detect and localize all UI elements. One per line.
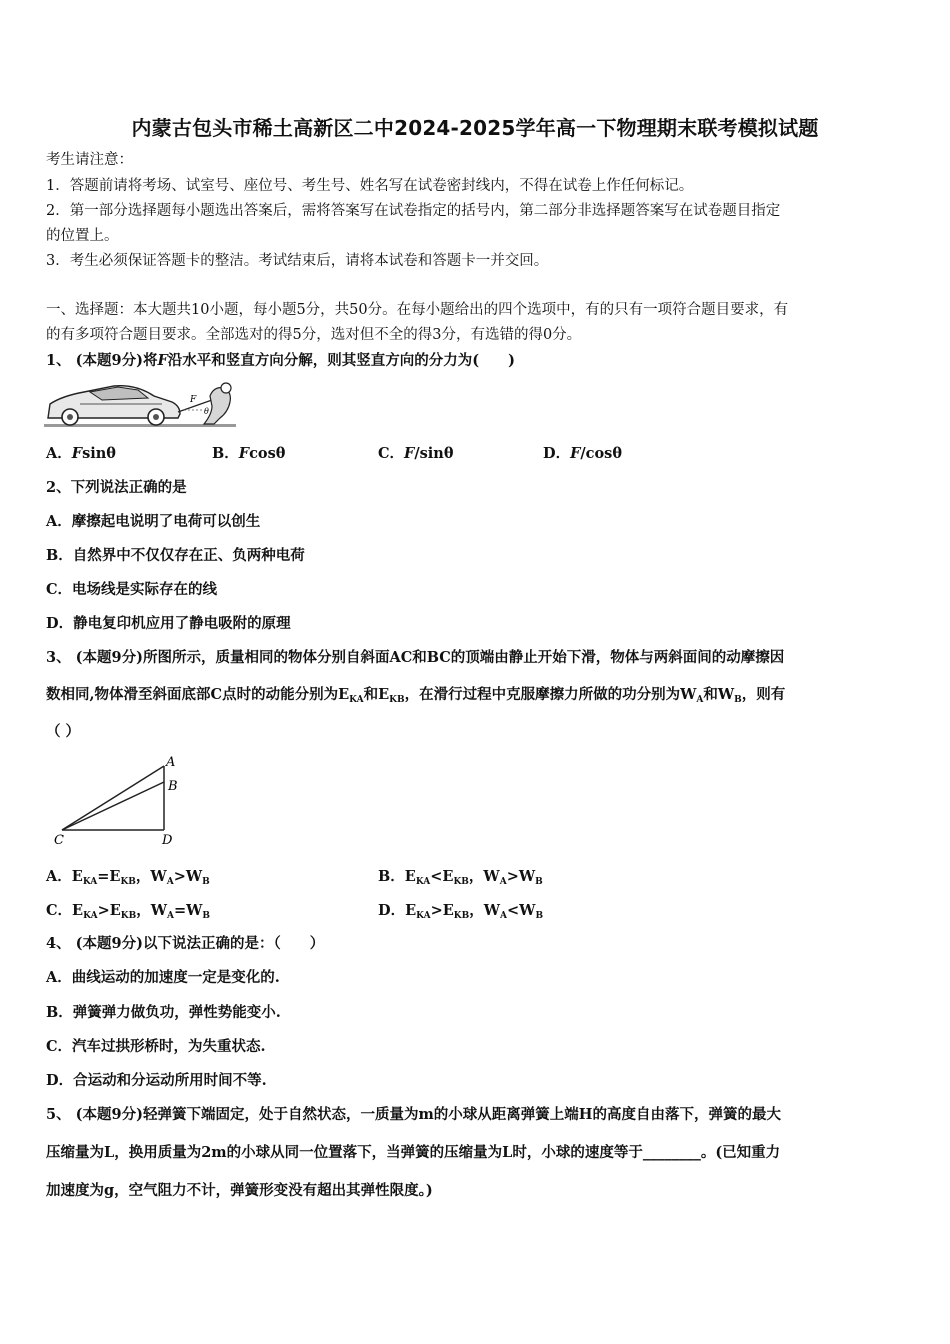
angle-label: θ [204,407,209,416]
question-5-stem: 5、 (本题9分)轻弹簧下端固定，处于自然状态，一质量为m的小球从距离弹簧上端H的高度自由落下，弹簧的最大 [46,1106,781,1123]
question-1-stem [46,351,908,371]
q3-option-b[interactable]: B．$E_{KA}<E_{KB}$，$W_A>W_B$ [378,868,543,887]
q2-option-d[interactable]: D．静电复印机应用了静电吸附的原理 [46,615,291,632]
section-instructions: 一、选择题：本大题共10小题，每小题5分，共50分。在每小题给出的四个选项中，有的只有一项符合题目要求，有 [46,302,789,318]
point-b-label: B [168,779,178,794]
q3-option-c[interactable]: C．$E_{KA}>E_{KB}$，$W_A=W_B$ [46,902,211,921]
q1-option-b[interactable]: B．Fcosθ [212,445,286,462]
notice-item: 3．考生必须保证答题卡的整洁。考试结束后，请将本试卷和答题卡一并交回。 [46,253,549,269]
q3-option-a[interactable]: A．$E_{KA}=E_{KB}$，$W_A>W_B$ [46,868,210,887]
q2-option-a[interactable]: A．摩擦起电说明了电荷可以创生 [46,513,261,530]
notice-item: 的位置上。 [46,228,119,244]
q4-option-b[interactable]: B．弹簧弹力做负功，弹性势能变小. [46,1004,281,1021]
question-3-stem: 3、 (本题9分)所图所示，质量相同的物体分别自斜面AC和BC的顶端由静止开始下滑，物体与两斜面间的动摩擦因 [46,649,785,666]
incline-figure [52,752,186,848]
notice-heading: 考生请注意： [46,152,133,168]
question-3-stem: 数相同,物体滑至斜面底部C点时的动能分别为$E_{KA}$和$E_{KB}$，在滑行过程中克服摩擦力所做的功分别为$W_A$和$W_B$，则有 [46,686,786,705]
q4-option-a[interactable]: A．曲线运动的加速度一定是变化的. [46,969,280,986]
page-title: 内蒙古包头市稀土高新区二中2024-2025学年高一下物理期末联考模拟试题 [131,116,819,140]
q2-option-c[interactable]: C．电场线是实际存在的线 [46,581,218,598]
q1-suffix: 沿水平和竖直方向分解，则其竖直方向的分力为( ) [167,352,515,369]
q1-var: F [157,352,168,369]
q1-option-d[interactable]: D．F/cosθ [543,445,623,462]
q2-option-b[interactable]: B．自然界中不仅仅存在正、负两种电荷 [46,547,305,564]
q4-option-c[interactable]: C．汽车过拱形桥时，为失重状态. [46,1038,266,1055]
force-label: F [190,395,197,405]
q4-option-d[interactable]: D．合运动和分运动所用时间不等. [46,1072,267,1089]
question-5-stem: 加速度为g，空气阻力不计，弹簧形变没有超出其弹性限度。) [46,1182,433,1199]
point-d-label: D [162,833,173,848]
question-4-stem: 4、 (本题9分)以下说法正确的是：（ ） [46,935,325,952]
question-3-blank: （ ） [46,723,81,740]
question-5-stem: 压缩量为L，换用质量为2m的小球从同一位置落下，当弹簧的压缩量为L时，小球的速度等于________。(已知重力 [46,1144,781,1161]
question-2-stem: 2、下列说法正确的是 [46,479,187,496]
q1-option-c[interactable]: C．F/sinθ [378,445,454,462]
q1-prefix: 1、 (本题9分)将 [46,352,158,369]
section-instructions: 的有多项符合题目要求。全部选对的得5分，选对但不全的得3分，有选错的得0分。 [46,327,582,343]
car-towing-figure [44,378,236,430]
q1-option-a[interactable]: A．Fsinθ [46,445,116,462]
point-a-label: A [166,755,176,770]
q3-option-d[interactable]: D．$E_{KA}>E_{KB}$，$W_A<W_B$ [378,902,544,921]
notice-item: 2．第一部分选择题每小题选出答案后，需将答案写在试卷指定的括号内，第二部分非选择题答案写在试卷题目指定 [46,203,781,219]
notice-item: 1．答题前请将考场、试室号、座位号、考生号、姓名写在试卷密封线内，不得在试卷上作任何标记。 [46,178,694,194]
point-c-label: C [54,833,64,848]
